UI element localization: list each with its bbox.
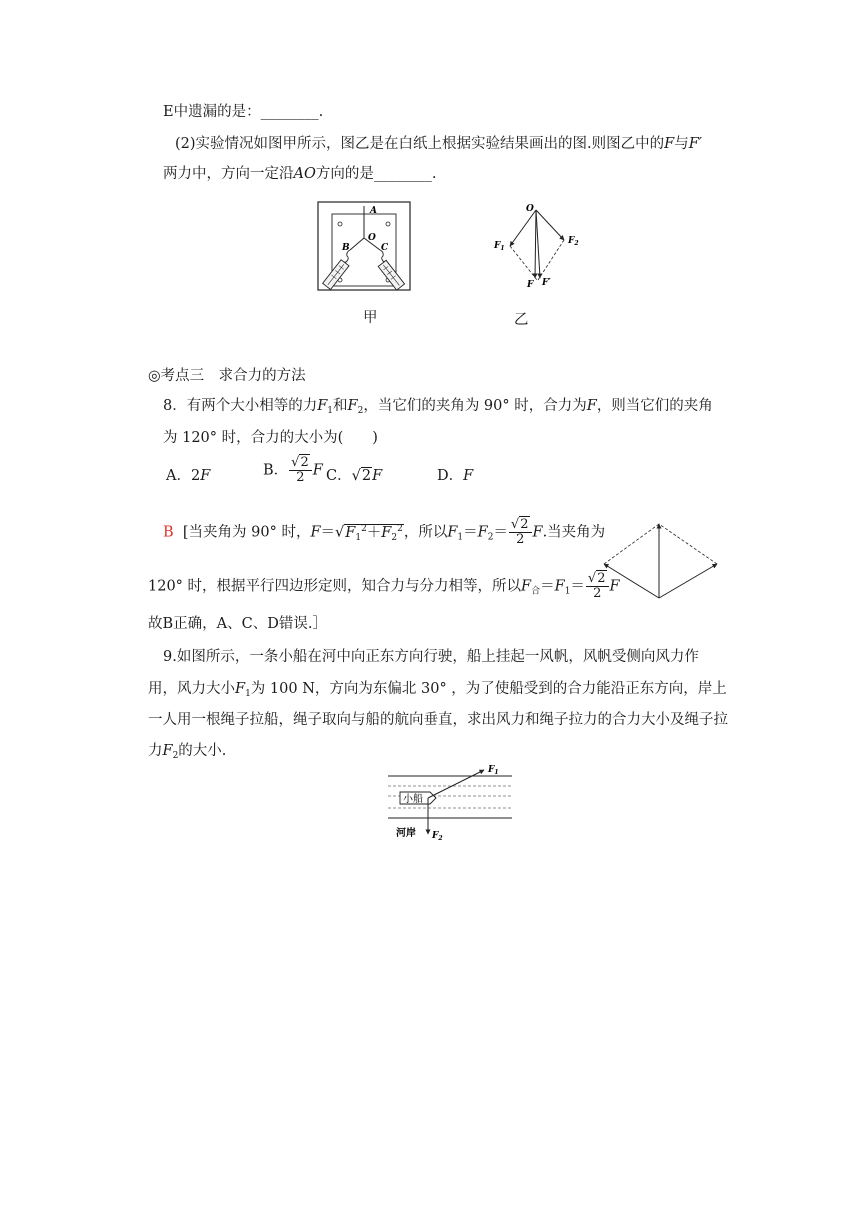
label-F1: $F_1$ xyxy=(488,765,499,776)
option-b xyxy=(263,456,323,485)
label-F1: $F_1$ xyxy=(494,241,505,252)
text: 为 100 N，方向为东偏北 30° ，为了使船受到的合力能沿正东方向，岸上 xyxy=(250,681,727,697)
sym-F: F xyxy=(664,136,675,152)
q2-line2 xyxy=(163,164,436,184)
label-O: O xyxy=(526,204,534,214)
option-d xyxy=(437,466,473,486)
fraction: $\frac{√2}{2}$ xyxy=(289,456,312,485)
text: 120° 时，根据平行四边形定则，知合力与分力相等，所以 xyxy=(148,578,522,595)
label-O: O xyxy=(368,233,376,243)
sub-2: 2 xyxy=(357,406,364,416)
answer-line1: B [当夹角为 90° 时，$F=√F_1^2+F_2^2$，所以$F_1=F_2=$ $\frac{√2}{2}$ F.当夹角为 xyxy=(163,517,606,547)
text: B． xyxy=(263,462,289,479)
text: 的大小. xyxy=(178,743,227,759)
answer-line2: 120° 时，根据平行四边形定则，知合力与分力相等，所以$F_合=F_1=$ $\frac{√2}{2}$ F xyxy=(148,571,620,601)
text: 方向的是________. xyxy=(315,166,437,182)
text: E中遗漏的是：________. xyxy=(163,104,324,120)
rhombus-figure xyxy=(600,520,722,604)
figure-yi xyxy=(488,198,598,294)
text: C． xyxy=(326,468,352,484)
text: ，则当它们的夹角 xyxy=(596,398,713,414)
option-a xyxy=(166,466,210,486)
fraction: $\frac{√2}{2}$ xyxy=(586,572,609,601)
sub-he: 合 xyxy=(531,586,541,597)
text: A．2 xyxy=(166,468,201,484)
sym-F: F xyxy=(372,468,383,484)
sym-F: F xyxy=(463,468,474,484)
q8-line1 xyxy=(163,396,713,421)
sym-F2: F xyxy=(347,398,358,414)
label-A: A xyxy=(370,206,377,216)
q9-line4: 力$F_2$的大小. xyxy=(148,743,227,761)
boat-label: 小船 xyxy=(403,794,423,805)
label-F2: $F_2$ xyxy=(568,236,579,247)
option-c: C．√2F xyxy=(326,468,383,484)
q-e-missing xyxy=(163,102,323,122)
label-C: C xyxy=(381,243,389,253)
q9-line2: 用，风力大小$F_1$为 100 N，方向为东偏北 30° ，为了使船受到的合力能沿正东方向，岸上 xyxy=(148,681,727,699)
label-B: B xyxy=(342,243,350,253)
text: 两力中，方向一定沿 xyxy=(163,166,294,182)
q8-line2: 为 120° 时，合力的大小为( ) xyxy=(163,430,378,446)
sym-F: F xyxy=(312,462,323,479)
text: 用，风力大小 xyxy=(148,681,235,697)
answer-line3: 故B正确，A、C、D错误.］ xyxy=(148,616,327,632)
text: 8．有两个大小相等的力 xyxy=(163,398,318,414)
label-F2: $F_2$ xyxy=(432,831,443,842)
fig-label-jia: 甲 xyxy=(363,310,378,326)
q2-line1: (2)实验情况如图甲所示，图乙是在白纸上根据实验结果画出的图.则图乙中的F与F′ xyxy=(175,136,703,152)
text: (2)实验情况如图甲所示，图乙是在白纸上根据实验结果画出的图.则图乙中的 xyxy=(175,136,665,152)
label-F: F xyxy=(527,280,534,290)
sym-F: F xyxy=(200,468,211,484)
text: 和 xyxy=(333,398,348,414)
sub-1: 1 xyxy=(327,406,334,416)
text: [当夹角为 90° 时， xyxy=(182,524,311,541)
section-heading: ◎考点三 求合力的方法 xyxy=(148,368,306,384)
fig-label-yi: 乙 xyxy=(514,312,529,328)
text: ，当它们的夹角为 90° 时，合力为 xyxy=(363,398,587,414)
sym-AO: AO xyxy=(293,166,316,182)
fraction: $\frac{√2}{2}$ xyxy=(509,518,532,547)
q9-line3: 一人用一根绳子拉船，绳子取向与船的航向垂直，求出风力和绳子拉力的合力大小及绳子拉 xyxy=(148,712,728,728)
text: D． xyxy=(437,468,464,484)
sym-Fprime: F′ xyxy=(688,136,703,152)
sym-F: F xyxy=(586,398,597,414)
figure-jia xyxy=(312,198,412,294)
sym-F1: F xyxy=(317,398,328,414)
answer-letter: B xyxy=(163,524,174,541)
text: 力 xyxy=(148,743,163,759)
boat-figure xyxy=(384,762,516,842)
text: .当夹角为 xyxy=(542,524,606,541)
label-Fprime: F′ xyxy=(542,278,551,288)
bank-label: 河岸 xyxy=(396,828,416,839)
q9-line1: 9.如图所示，一条小船在河中向正东方向行驶，船上挂起一风帆，风帆受侧向风力作 xyxy=(163,649,699,665)
text: ，所以 xyxy=(403,524,448,541)
